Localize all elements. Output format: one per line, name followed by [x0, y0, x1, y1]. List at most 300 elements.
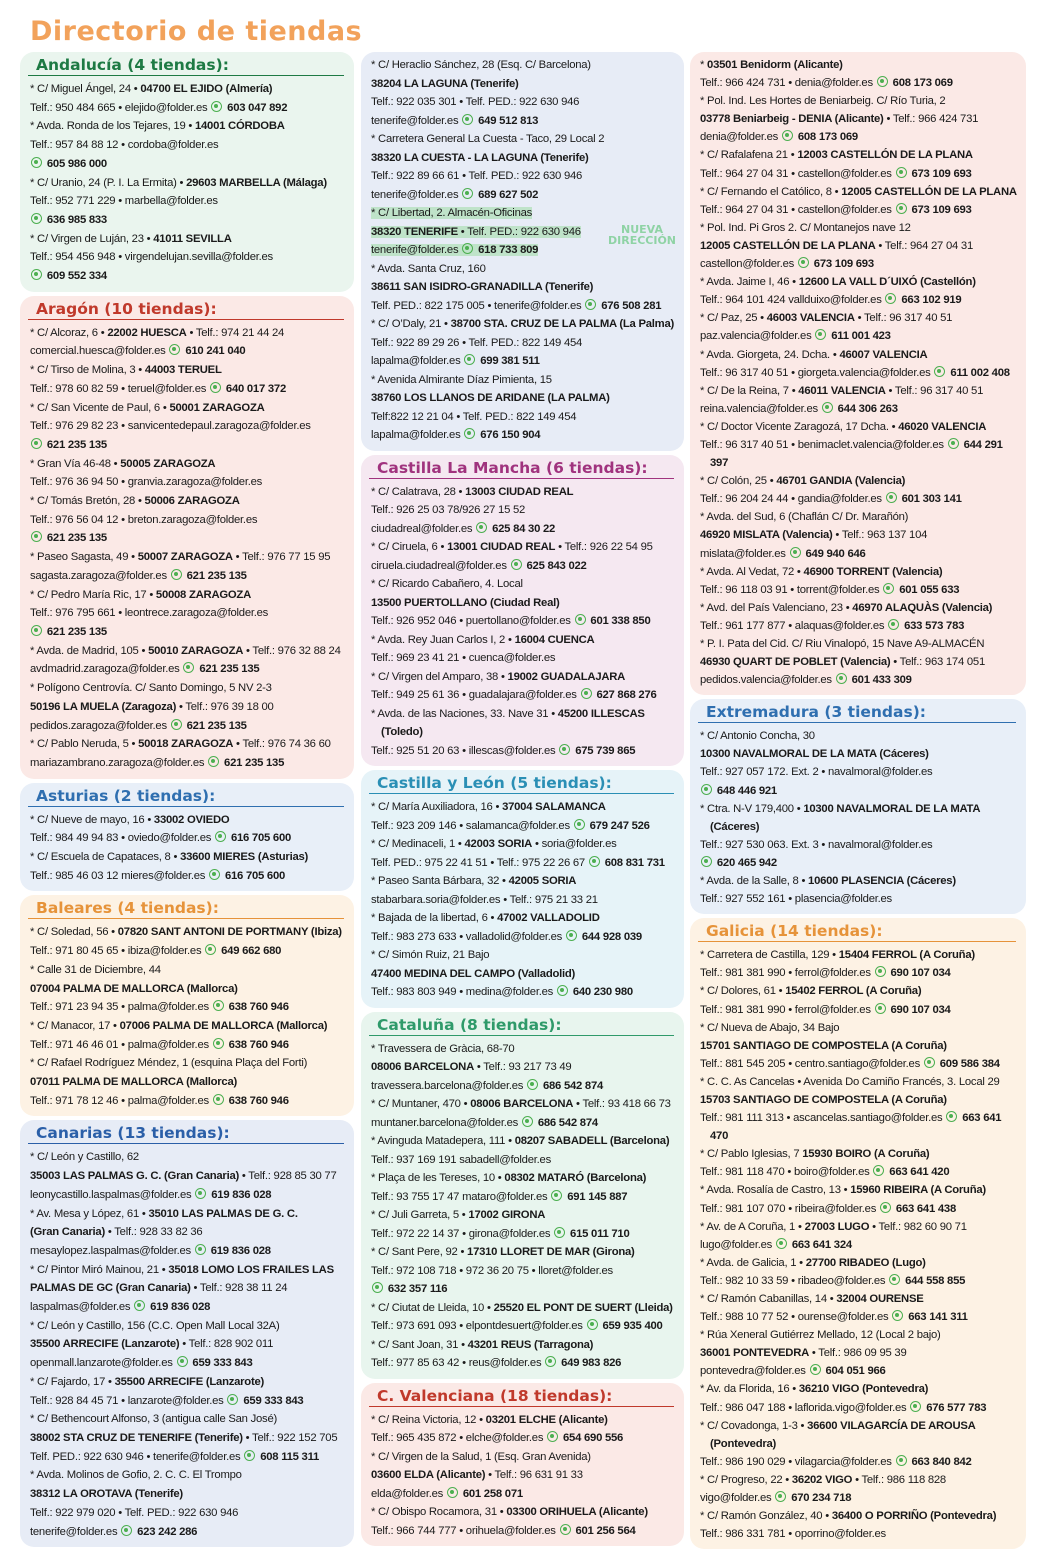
store-location: 32004 OURENSE [836, 1293, 924, 1305]
store-location: 649 983 826 [561, 1357, 622, 1369]
store-location: 46900 TORRENT (Valencia) [803, 565, 943, 578]
store-entry-line: * C/ Rafalafena 21 • 12003 CASTELLÓN DE LA PLANA [700, 149, 973, 162]
store-entry-line: * Av. da Florida, 16 • 36210 VIGO (Pontevedra) [700, 1383, 929, 1396]
store-entry [698, 508, 1020, 562]
store-location: 673 109 693 [911, 203, 972, 216]
store-location: 601 258 071 [462, 1487, 523, 1500]
region-panel [361, 770, 684, 1008]
store-location: 601 055 633 [899, 583, 960, 596]
store-location: 627 868 276 [596, 689, 657, 701]
store-entry-line: * Avda. Rosalía de Castro, 13 • 15960 RIBEIRA (A Coruña) [700, 1184, 986, 1197]
store-entry-line [710, 782, 1020, 800]
whatsapp-icon [948, 438, 959, 449]
store-entry [369, 1503, 678, 1540]
store-entry-line: Telf.: 96 204 24 44 • gandia@folder.es 601 303 141 [700, 493, 962, 506]
store-entry-line [40, 529, 348, 548]
store-entry-line: * Paseo Sagasta, 49 • 50007 ZARAGOZA • Telf.: 976 77 15 95 [30, 551, 331, 564]
store-location: 38312 LA OROTAVA (Tenerife) [30, 1488, 183, 1501]
store-entry-line: * C/ Nueve de mayo, 16 • 33002 OVIEDO [30, 813, 230, 826]
store-location: 679 247 526 [589, 819, 650, 832]
store-entry-line: * C/ Antonio Concha, 30 [700, 730, 815, 743]
store-entry-line: * C/ Calatrava, 28 • 13003 CIUDAD REAL [371, 485, 574, 498]
whatsapp-icon [888, 619, 899, 630]
whatsapp-icon [447, 1487, 458, 1498]
store-entry-line: Telf.: 966 744 777 • orihuela@folder.es 601 256 564 [371, 1524, 636, 1537]
store-location: 621 235 135 [224, 756, 285, 769]
region-panel [20, 296, 354, 779]
store-location: 603 047 892 [227, 101, 288, 114]
store-entry-line: leonycastillo.laspalmas@folder.es 619 836 028 [30, 1188, 272, 1201]
store-location: 07006 PALMA DE MALLORCA (Mallorca) [119, 1019, 328, 1032]
store-location: 686 542 874 [542, 1079, 604, 1092]
store-entry-line: Telf.: 928 84 45 71 • lanzarote@folder.es 659 333 843 [30, 1394, 304, 1407]
store-entry-line: stabarbara.soria@folder.es • Telf.: 975 21 33 21 [371, 893, 598, 906]
store-entry [28, 455, 348, 549]
store-entry-line: 03600 ELDA (Alicante) • Telf.: 96 631 91 33 [371, 1469, 583, 1481]
region-title: Extremadura (3 tiendas): [698, 703, 1016, 723]
store-entry [369, 1040, 678, 1096]
store-entry-line: * C/ Ramón González, 40 • 36400 O PORRIÑO (Pontevedra) [700, 1510, 997, 1523]
store-entry-line: Telf.: 96 317 40 51 • giorgeta.valencia@folder.es 611 002 408 [700, 366, 1010, 379]
store-location: 50007 ZARAGOZA [137, 551, 233, 564]
store-entry-line: Telf.: 922 89 29 26 • Telf. PED.: 822 149 454 [371, 336, 583, 349]
store-entry [698, 1417, 1020, 1471]
store-entry-line: 38002 STA CRUZ DE TENERIFE (Tenerife) • Telf.: 922 152 705 [30, 1432, 338, 1444]
store-entry-line: Telf.: 922 979 020 • Telf. PED.: 922 630 946 [30, 1506, 239, 1519]
store-entry [369, 946, 678, 1002]
store-entry-line: tenerife@folder.es 618 733 809 [371, 244, 539, 256]
store-entry [28, 117, 348, 173]
store-location: 633 573 783 [904, 619, 965, 632]
whatsapp-icon [880, 1202, 891, 1213]
store-entry-line: * C/ Heraclio Sánchez, 28 (Esq. C/ Barcelona) [371, 59, 591, 71]
store-entry [369, 798, 678, 835]
store-entry [28, 1317, 348, 1373]
store-location: 621 235 135 [46, 532, 107, 545]
store-entry [698, 146, 1020, 182]
store-entry-line: reina.valencia@folder.es 644 306 263 [700, 402, 898, 415]
whatsapp-icon [836, 673, 847, 684]
store-entry-line: Telf.: 964 101 424 vallduixo@folder.es 663 102 919 [700, 294, 962, 307]
whatsapp-icon [557, 985, 568, 996]
store-location: 690 107 034 [890, 967, 951, 980]
store-entry-line: Telf.: 981 111 313 • ascancelas.santiago@folder.es 663 641 470 [700, 1112, 1002, 1143]
whatsapp-icon [885, 293, 896, 304]
store-entry-line [700, 1091, 1020, 1109]
region-panel [361, 52, 684, 451]
store-location: 43201 REUS (Tarragona) [467, 1338, 594, 1351]
store-entry-line: tenerife@folder.es 649 512 813 [371, 114, 539, 127]
whatsapp-icon [574, 819, 585, 830]
region-panel [20, 783, 354, 892]
store-location: 12600 LA VALL D´UIXÓ (Castellón) [798, 276, 976, 289]
store-entry-line: 50196 LA MUELA (Zaragoza) • Telf.: 976 39 18 00 [30, 700, 274, 713]
region-title: Baleares (4 tiendas): [28, 899, 344, 919]
whatsapp-icon [587, 1319, 598, 1330]
whatsapp-icon [209, 869, 220, 880]
store-entry-line: paz.valencia@folder.es 611 001 423 [700, 330, 891, 343]
store-entry-line: Telf.: 96 118 03 91 • torrent@folder.es 601 055 633 [700, 583, 960, 596]
store-entry [369, 575, 678, 631]
region-panel [690, 918, 1026, 1549]
new-address-tag-line2: DIRECCIÓN [608, 234, 677, 247]
whatsapp-icon [883, 583, 894, 594]
store-entry-line: * C/ Obispo Rocamora, 31 • 03300 ORIHUELA (Alicante) [371, 1506, 648, 1518]
store-location: 673 109 693 [911, 167, 972, 180]
store-entry-line: Telf.: 986 190 029 • vilagarcia@folder.es 663 840 842 [700, 1455, 972, 1468]
store-entry-line [371, 278, 678, 297]
store-entry-line: Telf.: 966 424 731 • denia@folder.es 608 173 069 [700, 77, 953, 90]
store-entry-line: * Av. de A Coruña, 1 • 27003 LUGO • Telf.: 982 60 90 71 [700, 1220, 967, 1233]
store-entry-line: * Avda. de Madrid, 105 • 50010 ZARAGOZA • Telf.: 976 32 88 24 [30, 644, 341, 657]
store-entry-line: * C/ Medinaceli, 1 • 42003 SORIA • soria@folder.es [371, 838, 617, 850]
store-entry-line: 46920 MISLATA (Valencia) • Telf.: 963 137 104 [700, 529, 928, 542]
store-location: 50006 ZARAGOZA [144, 495, 240, 508]
store-entry-line: * C/ Virgen de la Salud, 1 (Esq. Gran Avenida) [371, 1450, 591, 1463]
store-entry [698, 1218, 1020, 1254]
whatsapp-icon [195, 1188, 206, 1199]
whatsapp-icon [554, 1227, 565, 1238]
store-entry-line [371, 965, 678, 984]
store-location: 611 001 423 [831, 330, 891, 343]
store-entry-line: Telf. PED.: 975 22 41 51 • Telf.: 975 22 26 67 608 831 731 [371, 856, 665, 869]
store-entry-line: mislata@folder.es 649 940 646 [700, 547, 866, 560]
store-location: 35500 ARRECIFE (Lanzarote) [30, 1338, 180, 1351]
store-location: 632 357 116 [387, 1283, 448, 1295]
store-entry-line: Telf.: 976 29 82 23 • sanvicentedepaul.zaragoza@folder.es [30, 420, 311, 433]
store-location: 659 333 843 [192, 1357, 253, 1370]
region-title: C. Valenciana (18 tiendas): [369, 1387, 674, 1407]
store-entry-line: lapalma@folder.es 676 150 904 [371, 429, 541, 441]
whatsapp-icon [31, 157, 42, 168]
store-entry [369, 631, 678, 668]
store-entry-line: 12005 CASTELLÓN DE LA PLANA • Telf.: 964 27 04 31 [700, 239, 973, 252]
store-entry-line: tenerife@folder.es 623 242 286 [30, 1525, 198, 1538]
store-location: 50001 ZARAGOZA [169, 401, 265, 414]
whatsapp-icon [462, 114, 473, 125]
store-entry-line: Telf.: 978 60 82 59 • teruel@folder.es 640 017 372 [30, 382, 286, 395]
store-location: 644 558 855 [905, 1274, 966, 1287]
store-entry-line: mariazambrano.zaragoza@folder.es 621 235 135 [30, 756, 285, 769]
store-entry-line: Telf.: 971 23 94 35 • palma@folder.es 638 760 946 [30, 1001, 289, 1014]
store-entry [369, 1448, 678, 1504]
store-location: 03600 ELDA (Alicante) [371, 1469, 486, 1481]
store-entry [28, 548, 348, 585]
store-entry [369, 1411, 678, 1448]
whatsapp-icon [31, 213, 42, 224]
store-entry [698, 1290, 1020, 1326]
store-location: 03201 ELCHE (Alicante) [485, 1413, 608, 1426]
whatsapp-icon [822, 402, 833, 413]
whatsapp-icon [798, 257, 809, 268]
region-title: Castilla La Mancha (6 tiendas): [369, 459, 674, 479]
store-entry-line: Telf.: 957 84 88 12 • cordoba@folder.es [30, 139, 219, 152]
whatsapp-icon [782, 130, 793, 141]
store-entry [369, 705, 678, 761]
store-location: 08006 BARCELONA [371, 1061, 474, 1073]
store-entry-line: * C/ Nueva de Abajo, 34 Bajo [700, 1021, 840, 1034]
store-entry-line: Telf.: 961 177 877 • alaquas@folder.es 633 573 783 [700, 619, 965, 632]
store-entry [28, 735, 348, 772]
store-location: 610 241 040 [185, 345, 246, 358]
store-entry [698, 1145, 1020, 1181]
store-entry-line: * Ctra. N-V 179,400 • 10300 NAVALMORAL DE LA MATA (Cáceres) [700, 802, 980, 833]
whatsapp-icon [875, 1003, 886, 1014]
region-title: Cataluña (8 tiendas): [369, 1016, 674, 1036]
store-entry-line: * C/ Doctor Vicente Zaragozá, 17 Dcha. • 46020 VALENCIA [700, 420, 987, 433]
store-entry-line: muntaner.barcelona@folder.es 686 542 874 [371, 1116, 598, 1129]
store-entry-line: * Avda. del Sud, 6 (Chaflán C/ Dr. Marañón) [700, 511, 909, 524]
store-location: 659 333 843 [243, 1394, 304, 1407]
store-location: 12005 CASTELLÓN DE LA PLANA [841, 185, 1017, 198]
store-location: 03300 ORIHUELA (Alicante) [506, 1506, 648, 1518]
store-location: 07820 SANT ANTONI DE PORTMANY (Ibiza) [117, 926, 342, 939]
store-location: 689 627 502 [478, 188, 539, 201]
store-entry-line: * C/ León y Castillo, 62 [30, 1151, 139, 1164]
store-entry-line: Telf.: 972 22 14 37 • girona@folder.es 615 011 710 [371, 1227, 630, 1240]
store-entry-line: Telf.: 881 545 205 • centro.santiago@folder.es 609 586 384 [700, 1057, 1000, 1070]
whatsapp-icon [559, 744, 570, 755]
store-entry-line: lapalma@folder.es 699 381 511 [371, 355, 540, 367]
store-location: 38002 STA CRUZ DE TENERIFE (Tenerife) [30, 1432, 243, 1444]
whatsapp-icon [547, 1431, 558, 1442]
store-entry [28, 1466, 348, 1541]
whatsapp-icon [522, 1116, 533, 1127]
store-entry-line: (Gran Canaria) • Telf.: 928 33 82 36 [30, 1226, 203, 1239]
store-entry-line [700, 745, 1020, 763]
whatsapp-icon [889, 1274, 900, 1285]
whatsapp-icon [886, 492, 897, 503]
whatsapp-icon [776, 1238, 787, 1249]
store-location: 50018 ZARAGOZA [138, 738, 234, 751]
store-entry-line: * C/ Progreso, 22 • 36202 VIGO • Telf.: 986 118 828 [700, 1473, 946, 1486]
store-location: 699 381 511 [480, 355, 540, 367]
store-location: 07004 PALMA DE MALLORCA (Mallorca) [30, 982, 238, 995]
store-entry-line [40, 155, 348, 174]
store-entry [28, 961, 348, 1017]
new-address-tag [608, 224, 676, 246]
whatsapp-icon [810, 1364, 821, 1375]
store-entry-line: ciruela.ciudadreal@folder.es 625 843 022 [371, 559, 587, 572]
whatsapp-icon [211, 101, 222, 112]
store-entry-line: Telf.: 982 10 33 59 • ribadeo@folder.es 644 558 855 [700, 1274, 966, 1287]
store-entry-line: * C/ Sant Pere, 92 • 17310 LLORET DE MAR (Girona) [371, 1246, 635, 1258]
store-location: 673 109 693 [813, 258, 874, 271]
store-entry-line: Telf.: 983 273 633 • valladolid@folder.es 644 928 039 [371, 930, 642, 943]
store-entry-line: laspalmas@folder.es 619 836 028 [30, 1301, 211, 1314]
store-entry-line: * Travessera de Gràcia, 68-70 [371, 1042, 515, 1055]
store-entry-line: Telf.: 952 771 229 • marbella@folder.es [30, 195, 218, 208]
store-location: 649 512 813 [478, 114, 539, 127]
store-entry-line: * Pol. Ind. Les Hortes de Beniarbeig. C/ Río Turia, 2 [700, 95, 946, 108]
region-title: Aragón (10 tiendas): [28, 300, 344, 320]
whatsapp-icon [875, 966, 886, 977]
store-location: 649 662 680 [221, 945, 282, 958]
store-location: 38320 TENERIFE [371, 225, 458, 238]
store-location: 644 291 397 [710, 438, 1003, 470]
store-location: 608 115 311 [260, 1450, 320, 1463]
whatsapp-icon [701, 856, 712, 867]
whatsapp-icon [464, 428, 475, 439]
store-location: 638 760 946 [228, 1094, 289, 1107]
whatsapp-icon [511, 559, 522, 570]
whatsapp-icon [134, 1300, 145, 1311]
store-location: 45200 ILLESCAS (Toledo) [381, 707, 645, 738]
store-entry-line: Telf.: 96 317 40 51 • benimaclet.valencia@folder.es 644 291 397 [700, 438, 1003, 470]
store-entry [28, 1410, 348, 1466]
store-entry [28, 399, 348, 455]
store-entry [369, 56, 678, 130]
store-entry-line: Telf.: 972 108 718 • 972 36 20 75 • lloret@folder.es [371, 1264, 613, 1277]
store-entry [698, 382, 1020, 418]
store-entry-line: Telf.: 976 56 04 12 • breton.zaragoza@folder.es [30, 513, 258, 526]
whatsapp-icon [589, 856, 600, 867]
store-location: 35500 ARRECIFE (Lanzarote) [114, 1375, 265, 1388]
store-entry [698, 219, 1020, 273]
store-entry-line: * Av. Mesa y López, 61 • 35010 LAS PALMAS DE G. C. [30, 1207, 298, 1220]
store-entry-line: Telf.: 977 85 63 42 • reus@folder.es 649 983 826 [371, 1357, 622, 1369]
store-location: 15960 RIBEIRA (A Coruña) [850, 1184, 986, 1197]
store-location: 03501 Benidorm (Alicante) [707, 59, 843, 71]
store-entry [698, 273, 1020, 309]
store-entry-line [371, 75, 678, 94]
store-location: 623 242 286 [137, 1525, 198, 1538]
store-entry-line: * C/ Ciruela, 6 • 13001 CIUDAD REAL • Telf.: 926 22 54 95 [371, 541, 653, 553]
store-entry [28, 174, 348, 230]
store-entry-line: * C/ Fernando el Católico, 8 • 12005 CASTELLÓN DE LA PLANA [700, 185, 1017, 198]
store-location: 38760 LOS LLANOS DE ARIDANE (LA PALMA) [371, 392, 610, 404]
whatsapp-icon [775, 1491, 786, 1502]
store-location: 12003 CASTELLÓN DE LA PLANA [797, 149, 973, 162]
store-location: 625 843 022 [526, 559, 587, 572]
store-entry [369, 835, 678, 872]
store-entry-line: sagasta.zaragoza@folder.es 621 235 135 [30, 569, 247, 582]
store-entry-line: 03778 Beniarbeig - DENIA (Alicante) • Telf.: 966 424 731 [700, 113, 979, 126]
whatsapp-icon [896, 203, 907, 214]
store-entry-line: travessera.barcelona@folder.es 686 542 874 [371, 1079, 604, 1092]
whatsapp-icon [205, 944, 216, 955]
store-entry [698, 872, 1020, 908]
store-entry [698, 309, 1020, 345]
store-entry-line: * 03501 Benidorm (Alicante) [700, 59, 843, 71]
region-title: Galicia (14 tiendas): [698, 922, 1016, 942]
store-entry [698, 56, 1020, 92]
store-location: 648 446 921 [716, 784, 777, 797]
store-location: 15701 SANTIAGO DE COMPOSTELA (A Coruña) [700, 1039, 947, 1052]
store-entry-line: * C/ Sant Joan, 31 • 43201 REUS (Tarragona) [371, 1338, 594, 1351]
store-entry-line: * Carretera de Castilla, 129 • 15404 FERROL (A Coruña) [700, 949, 975, 962]
whatsapp-icon [177, 1356, 188, 1367]
store-location: 621 235 135 [186, 569, 247, 582]
whatsapp-icon [545, 1356, 556, 1367]
store-entry-line: pedidos.zaragoza@folder.es 621 235 135 [30, 719, 247, 732]
store-entry-line: Telf. PED.: 922 630 946 • tenerife@folder.es 608 115 311 [30, 1450, 320, 1463]
store-location: 616 705 600 [230, 832, 292, 845]
store-entry-line: Telf.: 922 89 66 61 • Telf. PED.: 922 630 946 [371, 170, 583, 182]
whatsapp-icon [790, 547, 801, 558]
store-location: 44003 TERUEL [144, 364, 222, 377]
store-entry-line: PALMAS DE GC (Gran Canaria) • Telf.: 928 38 11 24 [30, 1282, 288, 1295]
store-entry [698, 599, 1020, 635]
column-3 [690, 52, 1026, 1549]
store-location: 616 705 600 [224, 869, 286, 882]
store-location: 41011 SEVILLA [153, 232, 232, 245]
store-entry-line: Telf.: 927 057 172. Ext. 2 • navalmoral@folder.es [700, 766, 933, 779]
store-location: 644 928 039 [581, 930, 642, 943]
whatsapp-icon [171, 719, 182, 730]
whatsapp-icon [815, 329, 826, 340]
store-entry [28, 923, 348, 960]
store-location: 675 739 865 [575, 744, 636, 757]
store-entry-line [40, 436, 348, 455]
store-entry [28, 1373, 348, 1410]
store-entry-line: * C/ Paz, 25 • 46003 VALENCIA • Telf.: 96 317 40 51 [700, 312, 953, 325]
store-entry-line: Telf.: 923 209 146 • salamanca@folder.es 679 247 526 [371, 819, 650, 832]
store-entry-line: 35003 LAS PALMAS G. C. (Gran Canaria) • Telf.: 928 85 30 77 [30, 1170, 337, 1183]
store-location: 50196 LA MUELA (Zaragoza) [30, 700, 177, 713]
store-location: 46920 MISLATA (Valencia) [700, 529, 833, 542]
region-panel [690, 52, 1026, 695]
store-entry-line: 35500 ARRECIFE (Lanzarote) • Telf.: 828 902 011 [30, 1338, 274, 1351]
store-location: 27003 LUGO [804, 1220, 870, 1233]
store-entry-line: * C/ Reina Victoria, 12 • 03201 ELCHE (Alicante) [371, 1413, 608, 1426]
store-entry [28, 586, 348, 642]
region-panel [361, 455, 684, 767]
store-entry [698, 92, 1020, 146]
store-location: 50010 ZARAGOZA [148, 644, 244, 657]
store-entry-line [710, 854, 1020, 872]
store-location: 615 011 710 [570, 1227, 630, 1240]
store-location: 10600 PLASENCIA (Cáceres) [808, 875, 956, 888]
store-location: 676 577 783 [926, 1401, 987, 1414]
store-location: 46020 VALENCIA [898, 420, 987, 433]
store-entry [698, 1380, 1020, 1416]
store-entry-line: Telf.: 981 118 470 • boiro@folder.es 663 641 420 [700, 1166, 950, 1179]
store-location: 690 107 034 [890, 1003, 951, 1016]
store-entry-line: * C/ Juli Garreta, 5 • 17002 GIRONA [371, 1209, 546, 1221]
store-entry [28, 642, 348, 679]
store-entry-line: * Avda. Al Vedat, 72 • 46900 TORRENT (Valencia) [700, 565, 943, 578]
store-entry-line [30, 1485, 348, 1504]
whatsapp-icon [213, 1094, 224, 1105]
store-location: (Gran Canaria) [30, 1226, 105, 1239]
store-location: 620 465 942 [716, 856, 777, 869]
store-location: 50008 ZARAGOZA [155, 588, 251, 601]
store-entry-line: vigo@folder.es 670 234 718 [700, 1492, 852, 1505]
store-location: 601 256 564 [575, 1524, 636, 1537]
whatsapp-icon [560, 1524, 571, 1535]
store-entry [28, 811, 348, 848]
whatsapp-icon [581, 688, 592, 699]
store-entry-line: avdmadrid.zaragoza@folder.es 621 235 135 [30, 663, 260, 676]
store-entry-line: Telf.: 984 49 94 83 • oviedo@folder.es 616 705 600 [30, 832, 292, 845]
store-entry-line: * Avda. de las Naciones, 33. Nave 31 • 45200 ILLESCAS (Toledo) [371, 707, 645, 738]
store-entry-line: tenerife@folder.es 689 627 502 [371, 188, 539, 201]
store-entry-line: * C/ Simón Ruiz, 21 Bajo [371, 949, 490, 961]
store-location: 36400 O PORRIÑO (Pontevedra) [831, 1510, 997, 1523]
store-entry-line: * Avd. del País Valenciano, 23 • 46970 ALAQUÀS (Valencia) [700, 601, 993, 614]
store-location: 47002 VALLADOLID [497, 912, 600, 924]
store-entry [369, 315, 678, 371]
store-location: 10300 NAVALMORAL DE LA MATA (Cáceres) [710, 802, 980, 833]
store-location: 640 230 980 [572, 986, 633, 998]
store-entry [28, 1205, 348, 1261]
store-location: 16004 CUENCA [514, 633, 595, 646]
region-panel [690, 699, 1026, 914]
store-entry [698, 1254, 1020, 1290]
store-entry-line: * Avda. Ronda de los Tejares, 19 • 14001 CÓRDOBA [30, 120, 285, 133]
store-entry-line: Telf.: 985 46 03 12 mieres@folder.es 616 705 600 [30, 869, 286, 882]
